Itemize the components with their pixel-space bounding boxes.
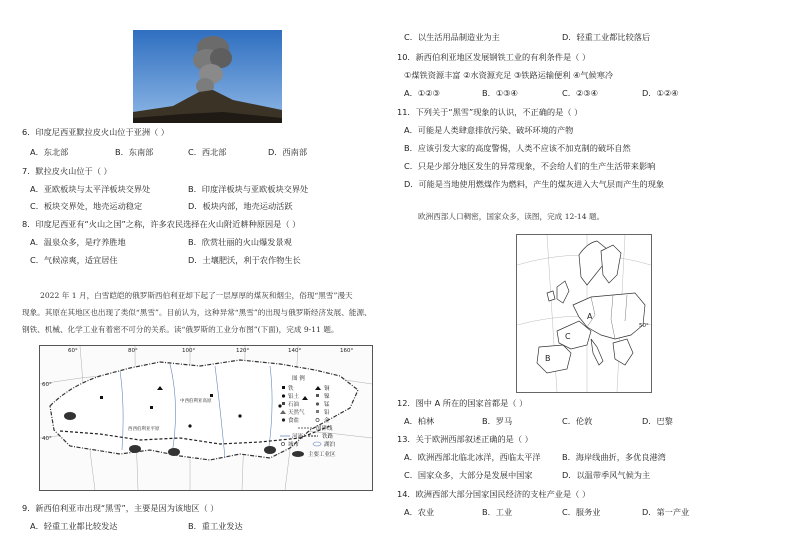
q10-option-c[interactable]: C．②③④ <box>562 88 598 98</box>
lon-label: 80° <box>128 348 138 354</box>
europe-prompt: 欧洲西部人口稠密，国家众多，读图，完成 12-14 题。 <box>418 212 605 221</box>
q10-stem: 10．新西伯利亚地区发展钢铁工业的有利条件是（ ） <box>397 52 591 62</box>
q8-option-d[interactable]: D．土壤肥沃，利于农作物生长 <box>188 255 301 265</box>
q13-option-b[interactable]: B．海岸线曲折，多优良港湾 <box>562 452 666 462</box>
europe-label-c: C <box>565 332 571 341</box>
russia-industry-map <box>39 345 373 491</box>
q12-option-a[interactable]: A．柏林 <box>404 416 435 426</box>
q10-option-b[interactable]: B．①③④ <box>482 88 518 98</box>
q13-option-d[interactable]: D．以温带季风气候为主 <box>562 470 651 480</box>
q7-stem: 7．默拉皮火山位于（ ） <box>22 166 112 176</box>
q10-option-d[interactable]: D．①②④ <box>642 88 679 98</box>
svg-text:铜: 铜 <box>324 386 330 392</box>
passage-line-3: 钢铁、机械、化学工业有着密不可分的关系。读“俄罗斯的工业分布图”(下面)，完成 9-11 题。 <box>22 325 339 334</box>
europe-lat-label: 50° <box>639 323 649 329</box>
q6-option-b[interactable]: B．东南部 <box>115 147 154 157</box>
q11-option-a[interactable]: A．可能是人类肆意排放污染、破坏环境的产物 <box>404 125 574 135</box>
svg-text:湖泊: 湖泊 <box>324 442 336 448</box>
europe-label-a: A <box>587 312 593 321</box>
lon-label: 100° <box>182 348 196 354</box>
lon-label: 160° <box>340 348 354 354</box>
passage-line-2: 现象。其原在其地区也出现了类似“黑雪”。目前认为，这种异常“黑雪”的出现与俄罗斯经济发展、能源、 <box>22 308 372 317</box>
lat-label: 40° <box>42 436 52 442</box>
q13-stem: 13．关于欧洲西部叙述正确的是（ ） <box>397 434 533 444</box>
passage-line-1: 2022 年 1 月，白雪皑皑的俄罗斯西伯利亚却下起了一层厚厚的煤灰和烟尘，俗现“黑雪”漫天 <box>40 291 353 300</box>
svg-text:河流: 河流 <box>292 434 304 440</box>
q9-option-d[interactable]: D．轻重工业都比较落后 <box>562 32 651 42</box>
svg-text:主要工业区: 主要工业区 <box>308 452 336 458</box>
svg-text:锰: 锰 <box>324 402 330 408</box>
q14-option-a[interactable]: A．农业 <box>404 507 435 517</box>
europe-label-b: B <box>545 354 551 363</box>
q11-stem: 11．下列关于“黑雪”现象的认识，不正确的是（ ） <box>397 107 583 117</box>
q12-stem: 12．图中 A 所在的国家首都是（ ） <box>397 398 528 408</box>
q11-option-d[interactable]: D．可能是当地使用燃煤作为燃料，产生的煤灰进入大气层而产生的现象 <box>404 179 665 189</box>
q14-stem: 14．欧洲西部大部分国家国民经济的支柱产业是（ ） <box>397 489 591 499</box>
q7-option-a[interactable]: A．亚欧板块与太平洋板块交界处 <box>30 184 151 194</box>
q9-option-a[interactable]: A．轻重工业都比较发达 <box>30 521 118 531</box>
q7-option-c[interactable]: C．板块交界处，地壳运动稳定 <box>30 201 143 211</box>
western-europe-map <box>516 234 652 393</box>
svg-text:铁路: 铁路 <box>322 434 334 440</box>
q9-option-b[interactable]: B．重工业发达 <box>188 521 243 531</box>
q6-option-c[interactable]: C．西北部 <box>188 147 227 157</box>
q11-option-b[interactable]: B．应该引发大家的高度警惕，人类不应该不加克制的破坏自然 <box>404 143 631 153</box>
svg-text:城市: 城市 <box>288 442 300 448</box>
q10-option-a[interactable]: A．①②③ <box>404 88 440 98</box>
lon-label: 140° <box>288 348 302 354</box>
svg-text:天然气: 天然气 <box>288 410 305 416</box>
svg-text:铁: 铁 <box>288 386 294 392</box>
lon-label: 60° <box>68 348 78 354</box>
q8-option-c[interactable]: C．气候凉爽，适宜居住 <box>30 255 118 265</box>
q13-option-a[interactable]: A．欧洲西部北临北冰洋，西临太平洋 <box>404 452 541 462</box>
q8-option-a[interactable]: A．温泉众多，是疗养胜地 <box>30 237 126 247</box>
q10-conditions: ①煤铁资源丰富 ②水资源充足 ③铁路运输便利 ④气候寒冷 <box>404 70 614 80</box>
svg-text:图 例: 图 例 <box>292 376 305 382</box>
q7-option-b[interactable]: B．印度洋板块与亚欧板块交界处 <box>188 184 309 194</box>
q11-option-c[interactable]: C．只是少部分地区发生的异常现象，不会给人们的生产生活带来影响 <box>404 161 656 171</box>
q8-option-b[interactable]: B．欣赏壮丽的火山爆发景观 <box>188 237 292 247</box>
q7-option-d[interactable]: D．板块内部，地壳运动活跃 <box>188 201 293 211</box>
q14-option-d[interactable]: D．第一产业 <box>642 507 690 517</box>
place-label: 中西伯利亚高原 <box>180 399 212 404</box>
q9-stem: 9．新西伯利亚市出现“黑雪”，主要是因为该地区（ ） <box>22 503 219 513</box>
svg-text:铅: 铅 <box>324 410 330 416</box>
q13-option-c[interactable]: C．国家众多，大部分是发展中国家 <box>404 470 533 480</box>
svg-text:镍: 镍 <box>324 394 330 400</box>
q9-option-c[interactable]: C．以生活用品制造业为主 <box>404 32 500 42</box>
q14-option-c[interactable]: C．服务业 <box>562 507 601 517</box>
place-label: 西西伯利亚平原 <box>128 427 160 432</box>
q6-stem: 6．印度尼西亚默拉皮火山位于亚洲（ ） <box>22 127 169 137</box>
q8-stem: 8．印度尼西亚有“火山之国”之称，许多农民选择在火山附近耕种原因是（ ） <box>22 219 301 229</box>
lon-label: 120° <box>236 348 250 354</box>
q12-option-b[interactable]: B．罗马 <box>482 416 513 426</box>
q6-option-d[interactable]: D．西南部 <box>268 147 308 157</box>
svg-text:金: 金 <box>324 418 330 424</box>
q12-option-c[interactable]: C．伦敦 <box>562 416 593 426</box>
q14-option-b[interactable]: B．工业 <box>482 507 513 517</box>
svg-text:食盐: 食盐 <box>288 418 300 424</box>
q12-option-d[interactable]: D．巴黎 <box>642 416 673 426</box>
q6-option-a[interactable]: A．东北部 <box>30 147 69 157</box>
svg-text:国界线: 国界线 <box>316 426 333 432</box>
svg-text:铝土: 铝土 <box>288 394 300 400</box>
volcano-photo <box>133 30 282 123</box>
lat-label: 60° <box>42 382 52 388</box>
svg-text:石油: 石油 <box>288 402 300 408</box>
